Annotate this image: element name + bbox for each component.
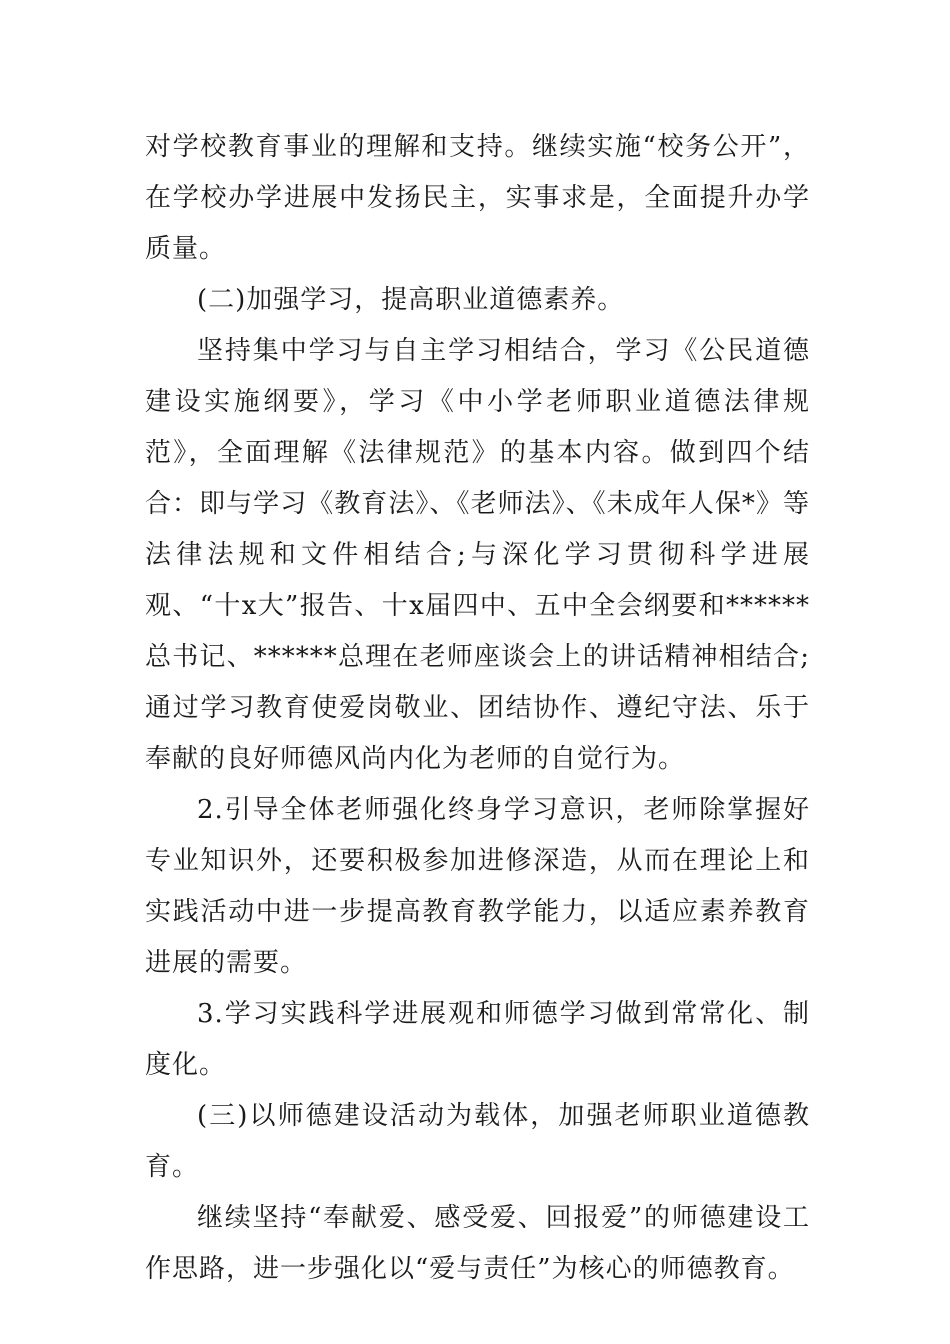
paragraph-ethics: 继续坚持“奉献爱、感受爱、回报爱”的师德建设工作思路，进一步强化以“爱与责任”为核心的师德教育。 — [145, 1203, 810, 1284]
paragraph-continuation: 对学校教育事业的理解和支持。继续实施“校务公开”，在学校办学进展中发扬民主，实事求是，全面提升办学质量。 — [145, 132, 810, 264]
section-heading-2: (二)加强学习，提高职业道德素养。 — [197, 285, 625, 315]
paragraph-study: 坚持集中学习与自主学习相结合，学习《公民道德建设实施纲要》，学习《中小学老师职业道德法律规范》，全面理解《法律规范》的基本内容。做到四个结合：即与学习《教育法》、《老师法》、《未成年人保*》等法律法规和文件相结合;与深化学习贯彻科学进展观、“十x大”报告、十x届四中、五中全会纲要和******总书记、******总理在老师座谈会上的讲话精神相结合;通过学习教育使爱岗敬业、团结协作、遵纪守法、乐于奉献的良好师德风尚内化为老师的自觉行为。 — [145, 336, 810, 774]
paragraph-item-3: 3.学习实践科学进展观和师德学习做到常常化、制度化。 — [145, 999, 810, 1080]
section-heading-3: (三)以师德建设活动为载体，加强老师职业道德教育。 — [145, 1101, 810, 1182]
paragraph-item-2: 2.引导全体老师强化终身学习意识，老师除掌握好专业知识外，还要积极参加进修深造，从而在理论上和实践活动中进一步提高教育教学能力，以适应素养教育进展的需要。 — [145, 795, 810, 978]
document-body — [145, 122, 810, 1295]
